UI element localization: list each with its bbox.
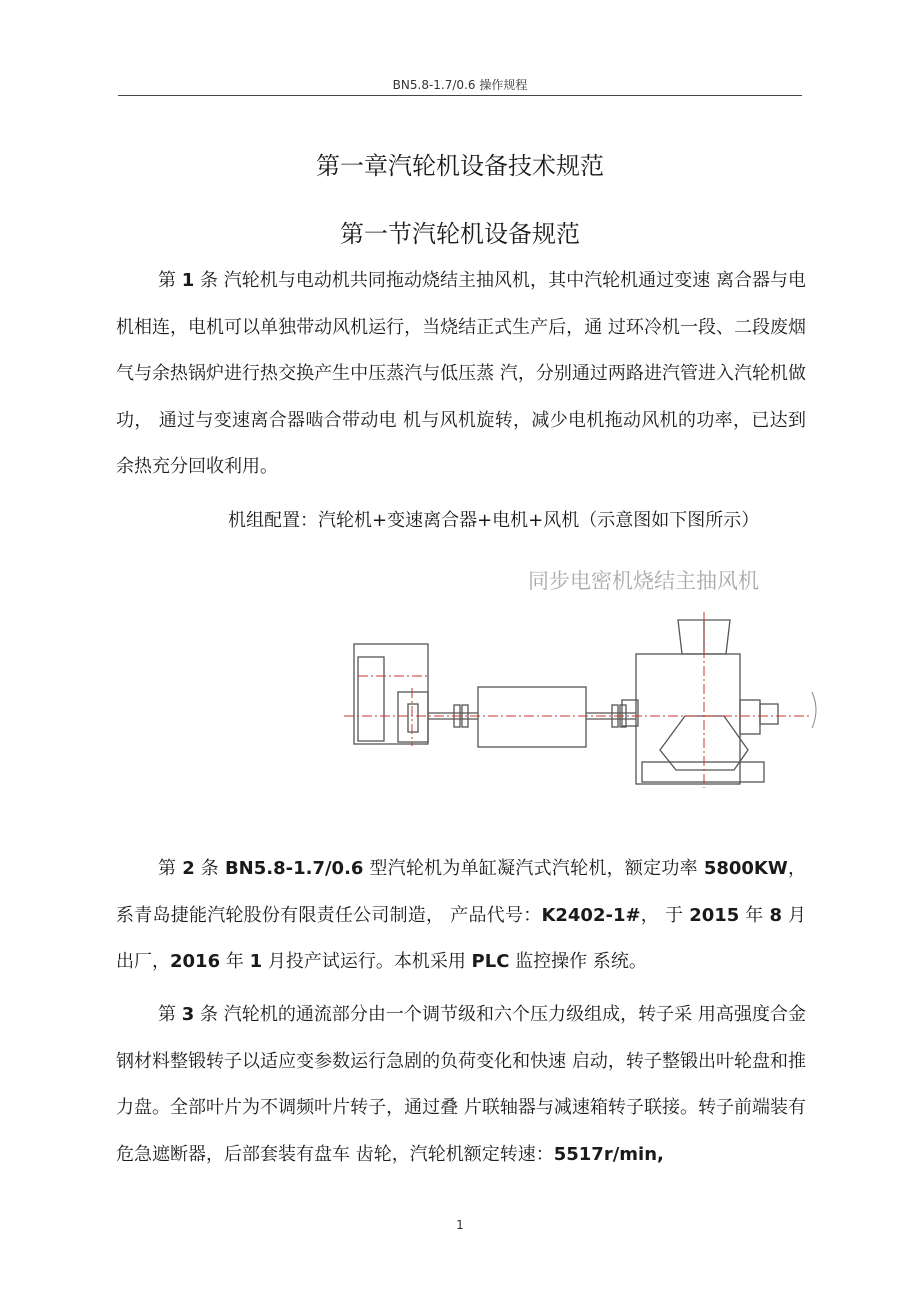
figure-title: 同步电密机烧结主抽风机 [528,569,759,593]
article-2-text-6: 月出厂， [116,904,806,972]
fan-housing [636,654,740,784]
fan-bearing-right [740,700,760,734]
rated-speed: 5517r/min, [553,1143,664,1165]
article-3-number: 3 [181,1004,195,1025]
article-2-text-2: 型汽轮机为单缸凝汽式汽轮机，额定功率 [363,858,704,879]
article-2-text-3: ，系青岛捷能汽轮股份有限责任公司制造， 产品代号： [116,858,806,926]
fan-end-cap [760,704,778,724]
plc-label: PLC [471,951,510,972]
turbine-inner-block [358,657,384,741]
article-1-body: 汽轮机与电动机共同拖动烧结主抽风机，其中汽轮机通过变速 离合器与电机相连，电机可以单独带动风机运行，当烧结正式生产后，通 过环冷机一段、二段废烟气与余热锅炉进行热交换产生中压蒸汽与低压蒸 汽，分别通过两路进汽管进入汽轮机做功， 通过与变速离合器啮合带动电 机与风机旋转，减少电机拖动风机的功率，已达到余热充分回收利用。 [116,270,807,477]
trial-year: 2016 [170,951,221,972]
article-3-body: 条 汽轮机的通流部分由一个调节级和六个压力级组成，转子采 用高强度合金钢材料整锻转子以适应变参数运行急剧的负荷变化和快速 启动，转子整锻出叶轮盘和推力盘。全部叶片为不调频叶片转子，通过叠 片联轴器与减速箱转子联接。转子前端装有危急遮断器，后部套装有盘车 齿轮，汽轮机额定转速： [116,1004,806,1165]
article-2-text-8: 月投产试运行。本机采用 [262,951,472,972]
product-code: K2402-1# [541,904,641,926]
diagram-edge-mark [812,692,816,728]
turbine-model: BN5.8-1.7/0.6 [224,858,364,879]
factory-month: 8 [769,904,783,926]
fan-base [642,762,764,782]
article-2-text-4: ， 于 [640,904,690,926]
article-1-paragraph [116,258,806,491]
unit-schematic-diagram [340,592,830,792]
gearbox-block [398,692,428,742]
section-title: 第一节汽轮机设备规范 [340,220,580,248]
article-2-number: 2 [182,858,195,879]
article-3-prefix: 第 [158,1004,182,1025]
article-2-text-9: 监控操作 系统。 [509,951,647,972]
article-1-number: 1 [181,270,195,291]
article-2-paragraph [116,846,806,986]
rated-power: 5800KW [703,858,788,879]
turbine-body [354,644,428,744]
article-2-text-5: 年 [739,904,770,926]
article-2-text-7: 年 [220,951,250,972]
article-2-prefix: 第 [158,858,183,879]
trial-month: 1 [249,951,263,972]
article-3-paragraph [116,992,806,1178]
page-number: 1 [456,1218,464,1232]
article-2-text-1: 条 [194,858,225,879]
factory-year: 2015 [689,904,740,926]
header-divider [118,95,802,96]
page-header: BN5.8-1.7/0.6 操作规程 [392,78,528,92]
article-1-prefix: 第 [158,270,182,291]
article-1-label-suffix: 条 [194,270,224,291]
chapter-title: 第一章汽轮机设备技术规范 [316,152,604,180]
clutch-block [408,704,418,732]
unit-configuration-text: 机组配置：汽轮机+变速离合器+电机+风机（示意图如下图所示） [228,510,760,531]
motor-body [478,687,586,747]
